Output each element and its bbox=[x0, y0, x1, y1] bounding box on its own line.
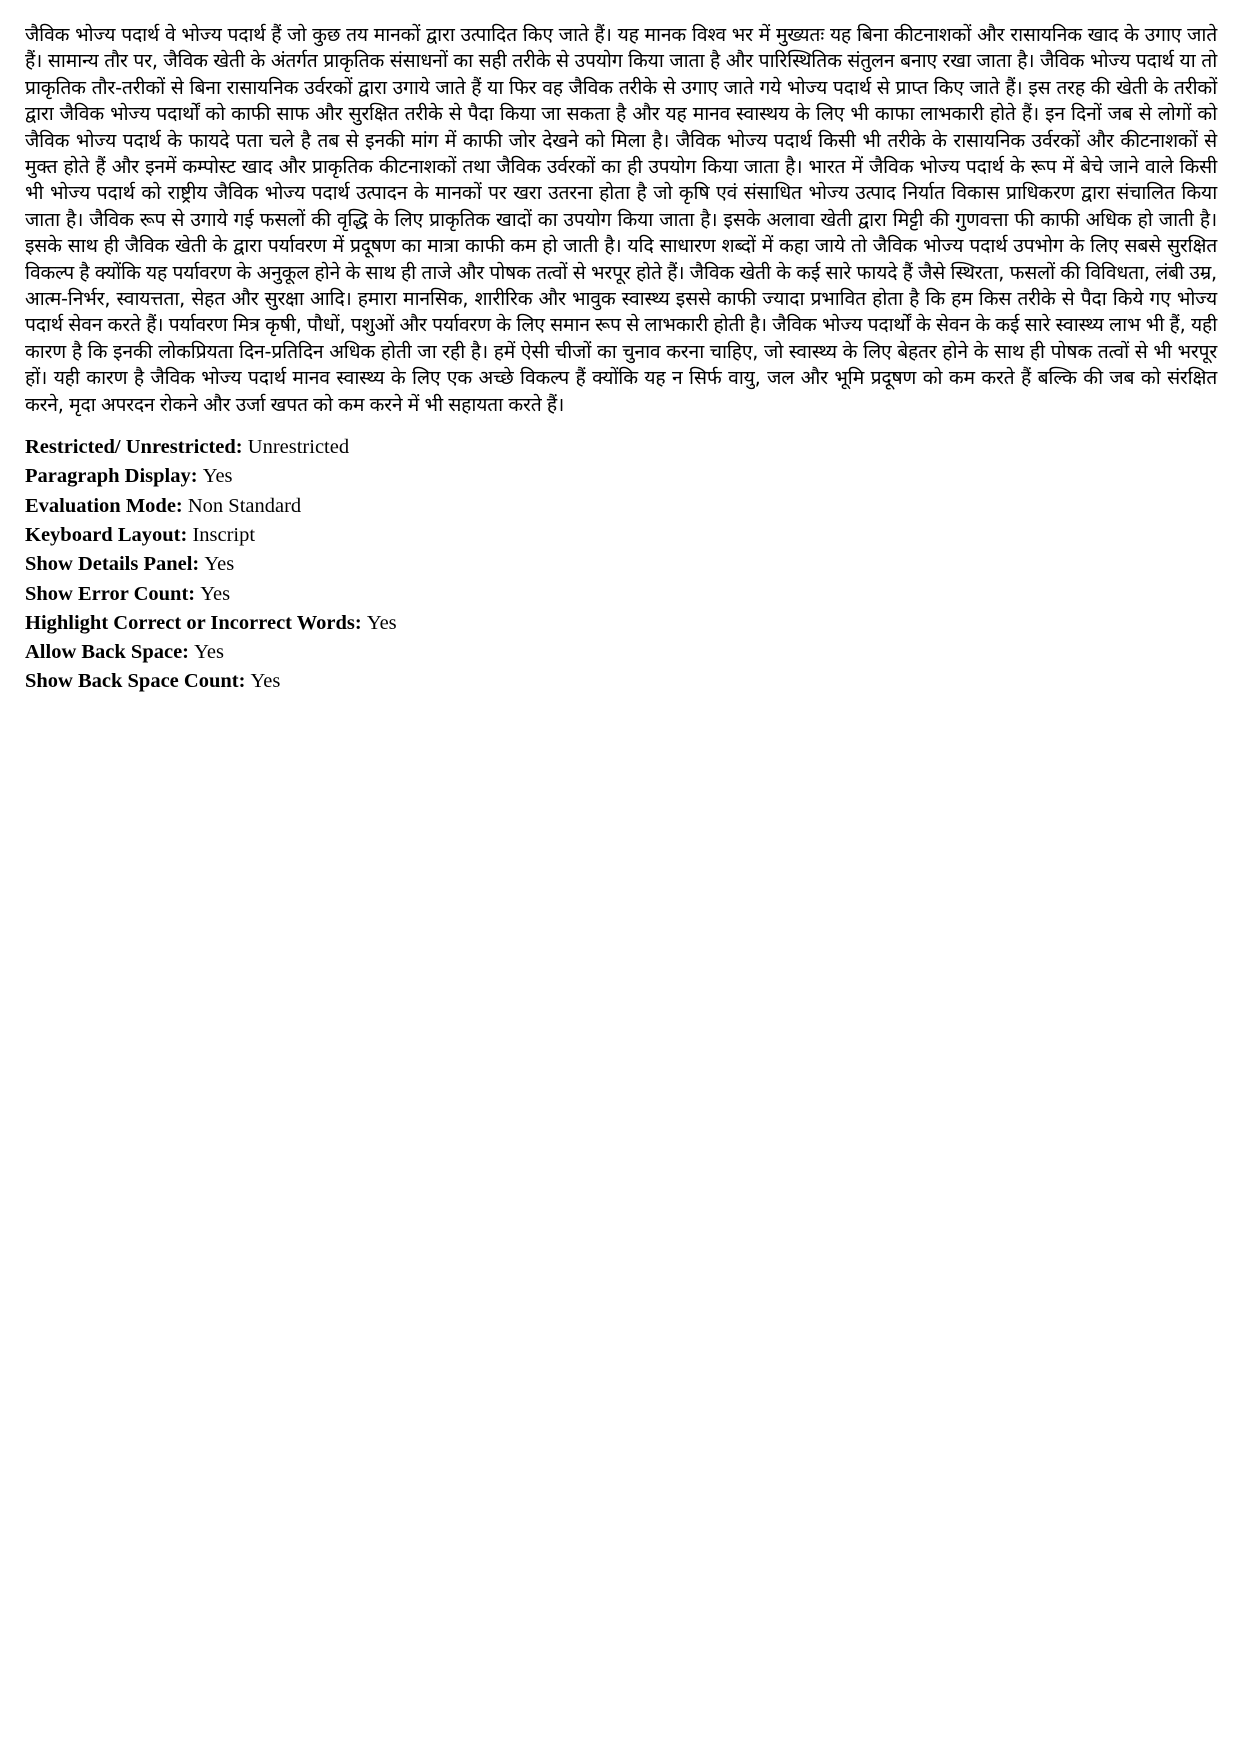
setting-label: Allow Back Space: bbox=[25, 641, 195, 664]
document-page bbox=[25, 22, 1217, 697]
setting-label: Show Back Space Count: bbox=[25, 670, 251, 693]
setting-evaluation-mode bbox=[25, 492, 1217, 521]
setting-value: Yes bbox=[366, 611, 397, 634]
setting-label: Highlight Correct or Incorrect Words: bbox=[25, 611, 367, 634]
setting-value: Unrestricted bbox=[247, 436, 350, 459]
setting-value: Yes bbox=[200, 582, 231, 605]
setting-value: Inscript bbox=[192, 523, 256, 546]
typing-passage-paragraph: जैविक भोज्य पदार्थ वे भोज्य पदार्थ हैं जो कुछ तय मानकों द्वारा उत्पादित किए जाते हैं। यह मानक विश्व भर में मुख्यतः यह बिना कीटनाशकों और रासायनिक खाद के उगाए जाते हैं। सामान्य तौर पर, जैविक खेती के अंतर्गत प्राकृतिक संसाधनों का सही तरीके से उपयोग किया जाता है और पारिस्थितिक संतुलन बनाए रखा जाता है। जैविक भोज्य पदार्थ या तो प्राकृतिक तौर-तरीकों से बिना रासायनिक उर्वरकों द्वारा उगाये जाते हैं या फिर वह जैविक तरीके से उगाए जाते गये भोज्य पदार्थ से प्राप्त किए जाते हैं। इस तरह की खेती के तरीकों द्वारा जैविक भोज्य पदार्थों को काफी साफ और सुरक्षित तरीके से पैदा किया जा सकता है और यह मानव स्वास्थय के लिए भी काफा लाभकारी होते हैं। इन दिनों जब से लोगों को जैविक भोज्य पदार्थ के फायदे पता चले है तब से इनकी मांग में काफी जोर देखने को मिला है। जैविक भोज्य पदार्थ किसी भी तरीके के रासायनिक उर्वरकों और कीटनाशकों से मुक्त होते हैं और इनमें कम्पोस्ट खाद और प्राकृतिक कीटनाशकों तथा जैविक उर्वरकों का ही उपयोग किया जाता है। भारत में जैविक भोज्य पदार्थ के रूप में बेचे जाने वाले किसी भी भोज्य पदार्थ को राष्ट्रीय जैविक भोज्य पदार्थ उत्पादन के मानकों पर खरा उतरना होता है जो कृषि एवं संसाधित भोज्य उत्पाद निर्यात विकास प्राधिकरण द्वारा संचालित किया जाता है। जैविक रूप से उगाये गई फसलों की वृद्धि के लिए प्राकृतिक खादों का उपयोग किया जाता है। इसके अलावा खेती द्वारा मिट्टी की गुणवत्ता फी काफी अधिक हो जाती है। इसके साथ ही जैविक खेती के द्वारा पर्यावरण में प्रदूषण का मात्रा काफी कम हो जाती है। यदि साधारण शब्दों में कहा जाये तो जैविक भोज्य पदार्थ उपभोग के लिए सबसे सुरक्षित विकल्प है क्योंकि यह पर्यावरण के अनुकूल होने के साथ ही ताजे और पोषक तत्वों से भरपूर होते हैं। जैविक खेती के कई सारे फायदे हैं जैसे स्थिरता, फसलों की विविधता, लंबी उम्र, आत्म-निर्भर, स्वायत्तता, सेहत और सुरक्षा आदि। हमारा मानसिक, शारीरिक और भावुक स्वास्थ्य इससे काफी ज्यादा प्रभावित होता है कि हम किस तरीके से पैदा किये गए भोज्य पदार्थ सेवन करते हैं। पर्यावरण मित्र कृषी, पौधों, पशुओं और पर्यावरण के लिए समान रूप से लाभकारी होती है। जैविक भोज्य पदार्थों के सेवन के कई सारे स्वास्थ्य लाभ भी हैं, यही कारण है कि इनकी लोकप्रियता दिन-प्रतिदिन अधिक होती जा रही है। हमें ऐसी चीजों का चुनाव करना चाहिए, जो स्वास्थ्य के लिए बेहतर होने के साथ ही पोषक तत्वों से भी भरपूर हों। यही कारण है जैविक भोज्य पदार्थ मानव स्वास्थ्य के लिए एक अच्छे विकल्प हैं क्योंकि यह न सिर्फ वायु, जल और भूमि प्रदूषण को कम करते हैं बल्कि की जब को संरक्षित करने, मृदा अपरदन रोकने और उर्जा खपत को कम करने में भी सहायता करते हैं। bbox=[25, 23, 1217, 416]
setting-value: Yes bbox=[202, 465, 233, 488]
setting-value: Yes bbox=[250, 670, 281, 693]
setting-restriction bbox=[25, 433, 1217, 462]
setting-label: Paragraph Display: bbox=[25, 465, 203, 488]
setting-paragraph-display bbox=[25, 462, 1217, 491]
setting-label: Evaluation Mode: bbox=[25, 494, 188, 517]
setting-show-error-count bbox=[25, 580, 1217, 609]
setting-highlight-words bbox=[25, 609, 1217, 638]
setting-value: Yes bbox=[194, 641, 224, 664]
setting-show-backspace-count bbox=[25, 667, 1217, 696]
setting-label: Show Error Count: bbox=[25, 582, 201, 605]
setting-value: Yes bbox=[204, 553, 235, 576]
setting-allow-backspace bbox=[25, 638, 1217, 667]
setting-keyboard-layout bbox=[25, 521, 1217, 550]
setting-show-details-panel bbox=[25, 550, 1217, 579]
setting-label: Restricted/ Unrestricted: bbox=[25, 436, 248, 459]
setting-value: Non Standard bbox=[187, 494, 302, 517]
setting-label: Keyboard Layout: bbox=[25, 523, 193, 546]
setting-label: Show Details Panel: bbox=[25, 553, 205, 576]
test-settings-list bbox=[25, 433, 1217, 697]
